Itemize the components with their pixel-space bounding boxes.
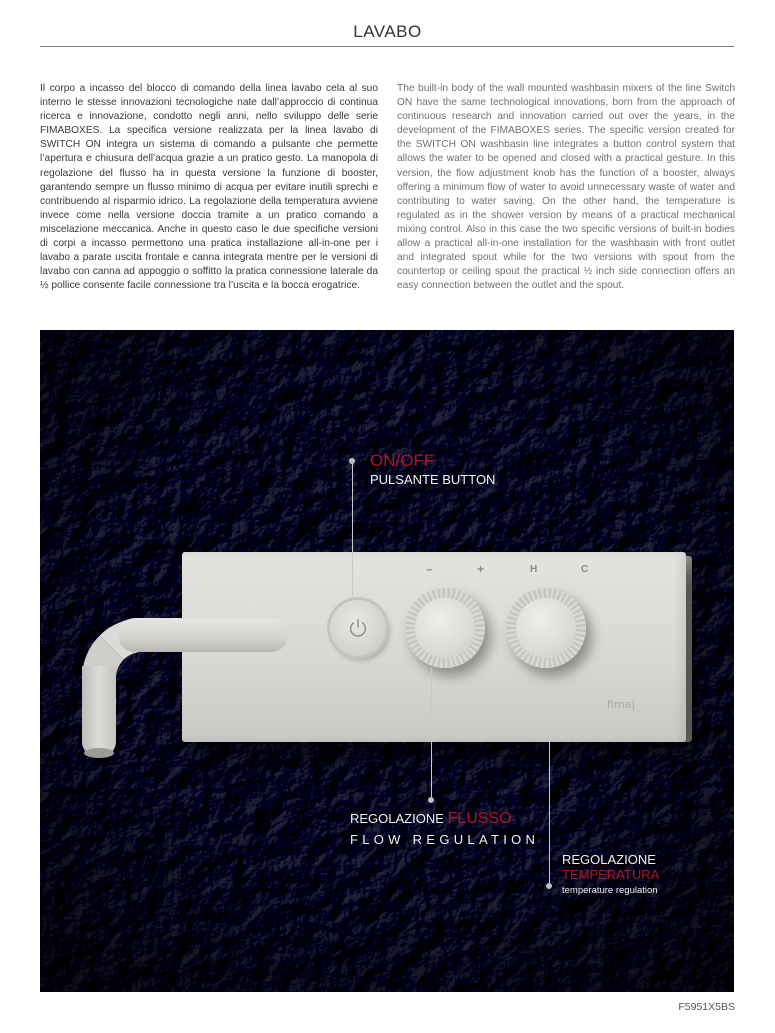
temperature-title: REGOLAZIONE [562, 852, 656, 867]
temperature-highlight: TEMPERATURA [562, 867, 660, 882]
spout-outlet [84, 748, 114, 758]
fima-logo: fima| [607, 698, 636, 711]
flow-title-prefix: REGOLAZIONE [350, 811, 448, 826]
onoff-label: ON/OFF [370, 451, 435, 470]
product-code: F5951X5BS [678, 1001, 735, 1013]
temperature-regulation-label: temperature regulation [562, 885, 658, 896]
flow-knob [405, 588, 485, 668]
header-divider [40, 46, 734, 47]
spout-arm [118, 618, 288, 652]
hot-mark: H [530, 564, 538, 575]
flow-leader-line [431, 668, 432, 802]
flow-title [350, 810, 512, 828]
temperature-knob [506, 588, 586, 668]
plus-mark: + [477, 562, 485, 576]
flow-regulation-label: FLOW REGULATION [350, 832, 540, 847]
flow-leader-dot [428, 797, 434, 803]
page-title: LAVABO [353, 22, 422, 41]
minus-mark: – [426, 562, 433, 576]
temperature-leader-dot [546, 883, 552, 889]
temperature-leader-line [549, 732, 550, 888]
pulsante-button-label: PULSANTE BUTTON [370, 472, 496, 487]
italian-text-column: Il corpo a incasso del blocco di comando della linea lavabo cela al suo interno le stesse innovazioni tecnologiche nate dall’approccio di continua ricerca e innovazione, condotto negli anni, nello sviluppo delle serie FIMABOXES. La specifica versione realizzata per la linea lavabo di SWITCH ON integra un sistema di comando a pulsante che permette l’apertura e chiusura dell’acqua grazie a un pratico gesto. La manopola di regolazione del flusso ha in questa versione la funzione di booster, garantendo sempre un flusso minimo di acqua per evitare inutili sprechi e contribuendo al risparmio idrico. La regolazione della temperatura avviene invece come nella versione doccia tramite a un pratico comando a miscelazione meccanica. Anche in questo caso le due specifiche versioni di corpi a incasso permettono una pratica installazione all-in-one per i lavabo a parate uscita frontale e canna integrata mentre per le versioni di lavabo con canna ad appoggio o soffitto la pratica connessione laterale da ½ pollice consente facile connessione tra l’uscita e la bocca erogatrice. [40, 83, 378, 292]
onoff-leader-dot [349, 458, 355, 464]
cold-mark: C [581, 564, 589, 575]
flow-title-highlight: FLUSSO [447, 810, 512, 827]
product-photo [40, 330, 734, 992]
power-icon [347, 617, 369, 639]
english-text-column: The built-in body of the wall mounted washbasin mixers of the line Switch ON have the same technological innovations, born from the approach of continuous research and innovation carried out over the years, in the development of the FIMABOXES series. The specific version created for the SWITCH ON washbasin line integrates a button control system that allows the water to be opened and closed with a practical gesture. In this version, the flow adjustment knob has the function of a booster, always offering a minimum flow of water to avoid unnecessary waste of water and contributing to water saving. On the other hand, the temperature is regulated as in the shower version by means of a practical mechanical mixing control. Also in this case the two specific versions of built-in bodies allow a practical all-in-one installation for the washbasin with front outlet and integrated spout while for the two versions with spout from the countertop or ceiling spout the practical ½ inch side connection offers an easy connection between the outlet and the spout. [397, 83, 735, 292]
spout-outlet-pipe [82, 666, 116, 756]
onoff-leader-line [352, 462, 353, 600]
